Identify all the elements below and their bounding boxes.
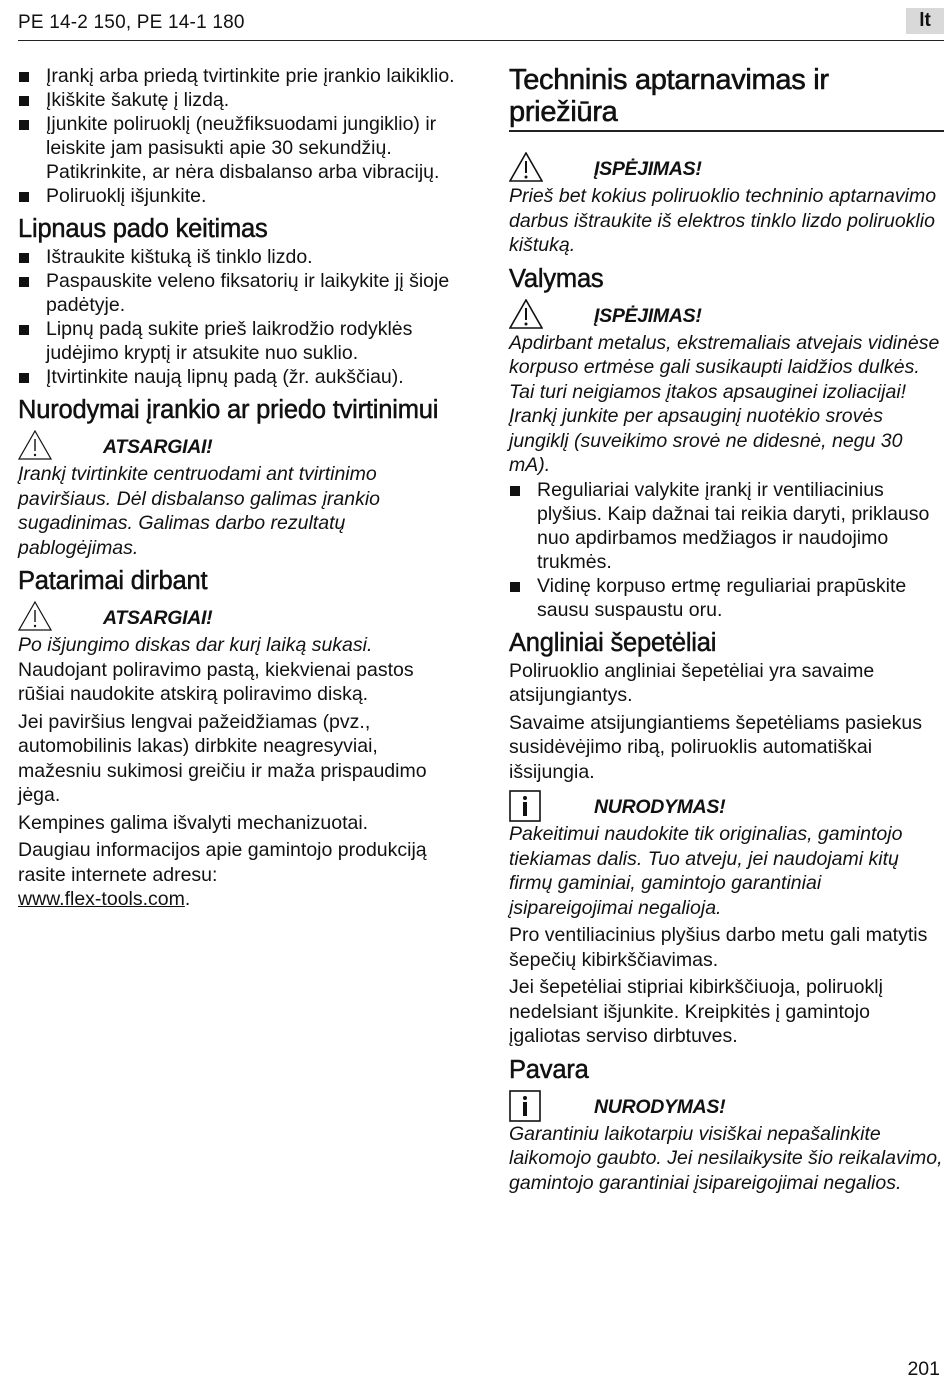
- warning-text: Prieš bet kokius poliruoklio techninio aptarnavimo darbus ištraukite iš elektros tinklo lizdo poliruoklio kištuką.: [509, 185, 937, 256]
- tips-paragraph: Daugiau informacijos apie gamintojo produkciją rasite internete adresu: www.flex-tools.com.: [18, 839, 427, 910]
- section-heading-tips: Patarimai dirbant: [18, 567, 208, 595]
- language-badge: lt: [906, 8, 944, 34]
- bullet-square-icon: [19, 253, 29, 263]
- note-label: NURODYMAS!: [594, 796, 726, 818]
- intro-steps-list: [18, 64, 458, 208]
- caution-notice: [18, 601, 458, 633]
- list-item: Paspauskite veleno fiksatorių ir laikykite jį šioje padėtyje.: [18, 269, 458, 317]
- warning-label: ĮSPĖJIMAS!: [594, 158, 702, 180]
- caution-text: Įrankį tvirtinkite centruodami ant tvirtinimo paviršiaus. Dėl disbalanso galimas įrankio sugadinimas. Galimas darbo rezultatų pablogėjimas.: [18, 463, 381, 559]
- bullet-square-icon: [19, 277, 29, 287]
- pad-steps-list: [18, 245, 458, 389]
- warning-triangle-icon: [509, 299, 543, 329]
- bullet-square-icon: [19, 96, 29, 106]
- note-notice: [509, 790, 944, 822]
- bullet-square-icon: [19, 325, 29, 335]
- section-heading-pad: Lipnaus pado keitimas: [18, 215, 268, 243]
- section-heading-brushes: Angliniai šepetėliai: [509, 628, 717, 657]
- note-text: Pakeitimui naudokite tik originalias, gamintojo tiekiamas dalis. Tuo atveju, jei naudojami kitų firmų gaminiai, gamintojo garantiniai įsipareigojimai negalioja.: [509, 823, 903, 919]
- section-heading-mounting: Nurodymai įrankio ar priedo tvirtinimui: [18, 396, 439, 424]
- bullet-square-icon: [19, 373, 29, 383]
- brushes-paragraph: Savaime atsijungiantiems šepetėliams pasiekus susidėvėjimo ribą, poliruoklis automatiškai išsijungia.: [509, 711, 922, 783]
- right-column: [509, 64, 944, 1195]
- info-box-icon: [509, 1090, 541, 1122]
- caution-notice: [18, 430, 458, 462]
- warning-notice: [509, 152, 944, 184]
- caution-label: ATSARGIAI!: [103, 607, 213, 629]
- document-title: PE 14-2 150, PE 14-1 180: [18, 12, 245, 33]
- note-text: Garantiniu laikotarpiu visiškai nepašalinkite laikomojo gaubto. Jei nesilaikysite šio reikalavimo, gamintojo garantiniai įsipareigojimai negalios.: [509, 1122, 943, 1194]
- warning-label: ĮSPĖJIMAS!: [594, 304, 702, 327]
- section-heading-service: Techninis aptarnavimas ir priežiūra: [509, 64, 944, 132]
- tips-paragraph: Jei paviršius lengvai pažeidžiamas (pvz., automobilinis lakas) dirbkite neagresyviai, mažesniu sukimosi greičiu ir maža prispaudimo jėga.: [18, 710, 427, 806]
- list-item: Įkiškite šakutę į lizdą.: [18, 88, 458, 112]
- warning-triangle-icon: [18, 601, 52, 631]
- left-column: [18, 64, 458, 912]
- bullet-square-icon: [510, 582, 520, 592]
- section-heading-gear: Pavara: [509, 1055, 589, 1084]
- note-notice: [509, 1090, 944, 1122]
- list-item: Įrankį arba priedą tvirtinkite prie įrankio laikiklio.: [18, 64, 458, 88]
- warning-notice: [509, 299, 944, 331]
- caution-label: ATSARGIAI!: [103, 436, 213, 458]
- tips-paragraph: Kempines galima išvalyti mechanizuotai.: [18, 811, 369, 834]
- bullet-square-icon: [510, 486, 520, 496]
- brushes-paragraph: Pro ventiliacinius plyšius darbo metu gali matytis šepečių kibirkščiavimas.: [509, 924, 928, 971]
- list-item: Reguliariai valykite įrankį ir ventiliacinius plyšius. Kaip dažnai tai reikia daryti, priklauso nuo apdirbamos medžiagos ir naudojimo trukmės.: [509, 478, 944, 574]
- list-item: Ištraukite kištuką iš tinklo lizdo.: [18, 245, 458, 269]
- list-item: Lipnų padą sukite prieš laikrodžio rodyklės judėjimo kryptį ir atsukite nuo suklio.: [18, 317, 458, 365]
- bullet-square-icon: [19, 120, 29, 130]
- warning-triangle-icon: [18, 430, 52, 460]
- page-header: [18, 8, 944, 41]
- section-heading-cleaning: Valymas: [509, 264, 604, 293]
- list-item: Poliruoklį išjunkite.: [18, 184, 458, 208]
- tips-paragraph: Naudojant poliravimo pastą, kiekvienai pastos rūšiai naudokite atskirą poliravimo diską.: [18, 658, 414, 705]
- warning-triangle-icon: [509, 152, 543, 182]
- list-item: Įjunkite poliruoklį (neužfiksuodami jungiklio) ir leiskite jam pasisukti apie 30 sekundžių. Patikrinkite, ar nėra disbalanso arba vibracijų.: [18, 112, 458, 184]
- caution-text: Po išjungimo diskas dar kurį laiką sukasi.: [18, 634, 373, 656]
- info-box-icon: [509, 790, 541, 822]
- bullet-square-icon: [19, 72, 29, 82]
- cleaning-steps-list: [509, 478, 944, 622]
- note-label: NURODYMAS!: [594, 1095, 726, 1118]
- list-item: Vidinę korpuso ertmę reguliariai prapūskite sausu suspaustu oru.: [509, 574, 944, 622]
- brushes-paragraph: Jei šepetėliai stipriai kibirkščiuoja, poliruoklį nedelsiant išjunkite. Kreipkitės į gamintojo įgaliotas serviso dirbtuves.: [509, 976, 883, 1047]
- page-number: 201: [907, 1358, 940, 1380]
- bullet-square-icon: [19, 192, 29, 202]
- list-item: Įtvirtinkite naują lipnų padą (žr. aukščiau).: [18, 365, 458, 389]
- warning-text: Apdirbant metalus, ekstremaliais atvejais vidinėse korpuso ertmėse gali susikaupti laidžios dulkės. Tai turi neigiamos įtakos apsauginei izoliacijai! Įrankį junkite per apsauginį nuotėkio srovės jungiklį (suveikimo srovė ne didesnė, negu 30 mA).: [509, 331, 940, 476]
- brushes-paragraph: Poliruoklio angliniai šepetėliai yra savaime atsijungiantys.: [509, 659, 875, 706]
- website-link[interactable]: www.flex-tools.com: [18, 888, 185, 910]
